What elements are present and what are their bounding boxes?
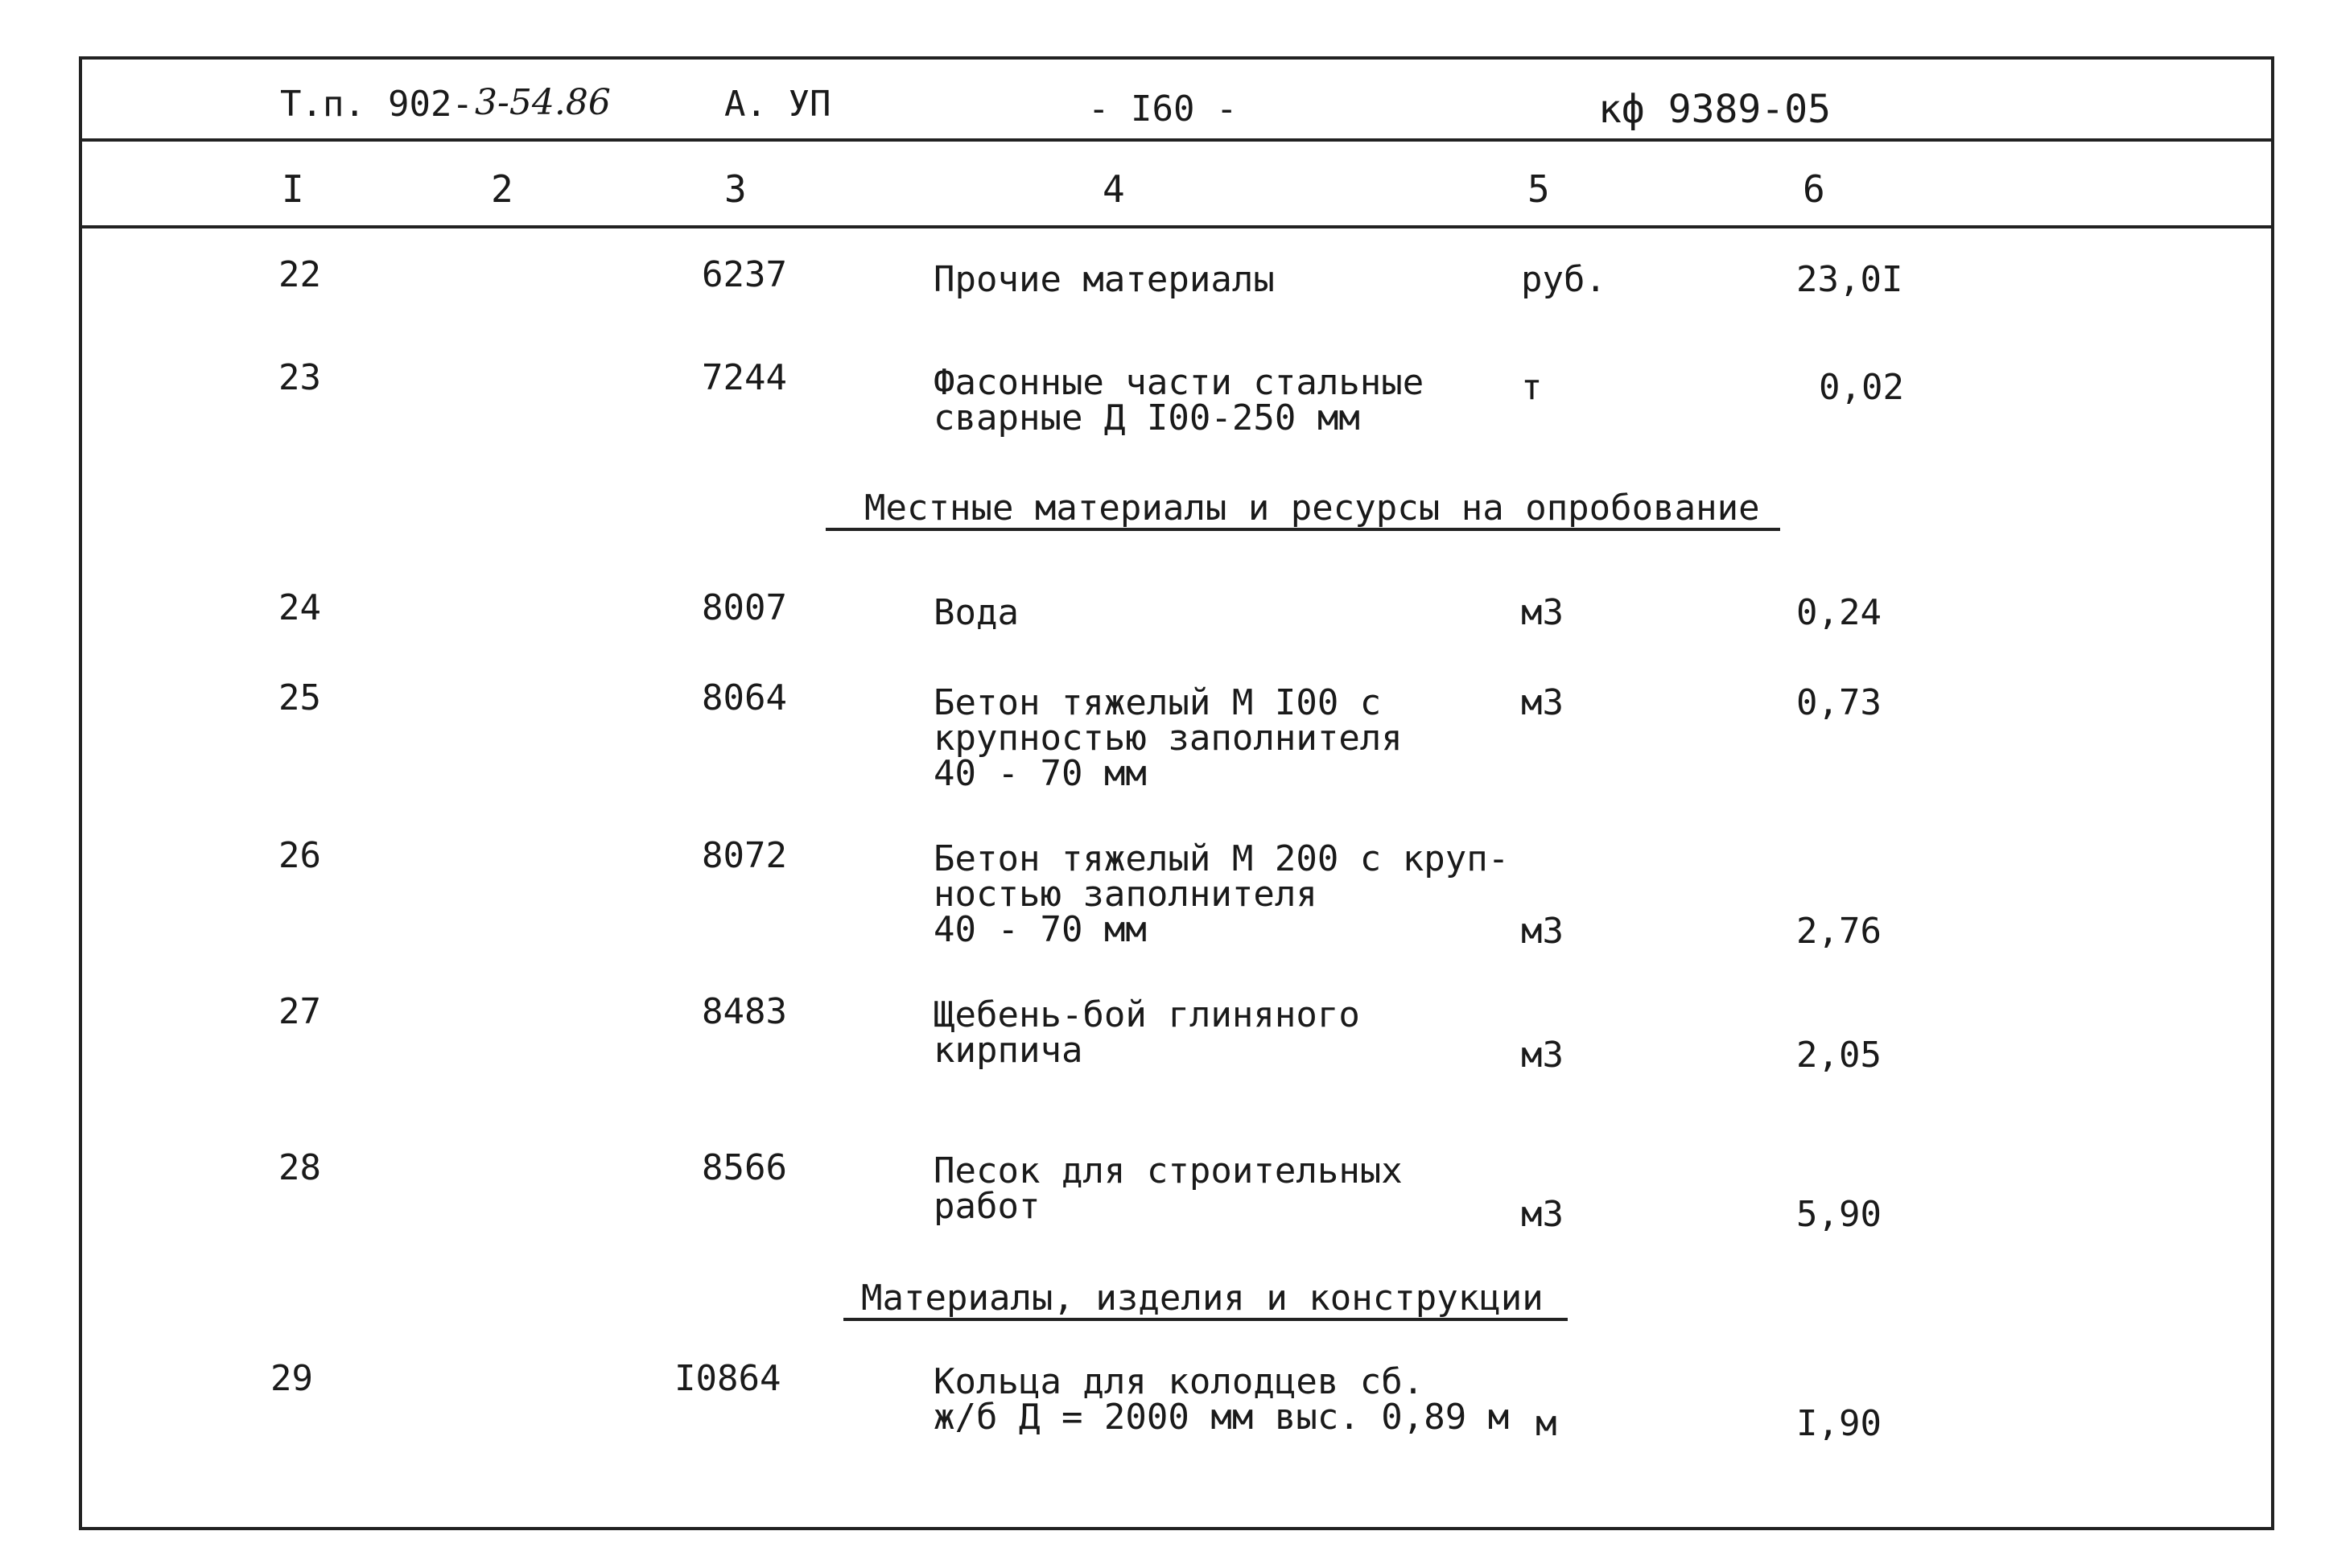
album-label: А. УП [724, 84, 831, 125]
row-29-qty: I,90 [1796, 1403, 1882, 1444]
row-29-name: Кольца для колодцев сб. ж/б Д = 2000 мм выс. 0,89 м [934, 1361, 1510, 1438]
row-28-code: 8566 [702, 1147, 787, 1188]
row-22-code: 6237 [702, 254, 787, 295]
row-25-unit: м3 [1521, 682, 1564, 723]
row-24-qty: 0,24 [1796, 592, 1882, 633]
row-26-name: Бетон тяжелый М 200 с круп- ностью заполнителя 40 - 70 мм [934, 838, 1510, 950]
row-26-qty: 2,76 [1796, 911, 1882, 952]
col-3-header: 3 [724, 167, 747, 211]
row-25-code: 8064 [702, 677, 787, 718]
row-23-name: Фасонные части стальные сварные Д I00-250 мм [934, 362, 1424, 438]
row-27-unit: м3 [1521, 1035, 1564, 1076]
section-title-local-materials: Местные материалы и ресурсы на опробование [864, 488, 1760, 529]
col-2-header: 2 [491, 167, 513, 211]
row-29-unit: м [1535, 1403, 1557, 1444]
row-27-qty: 2,05 [1796, 1035, 1882, 1076]
row-29-code: I0864 [674, 1358, 781, 1399]
row-27-code: 8483 [702, 991, 787, 1032]
section-title-materials: Материалы, изделия и конструкции [861, 1278, 1544, 1319]
row-25-qty: 0,73 [1796, 682, 1882, 723]
row-24-unit: м3 [1521, 592, 1564, 633]
section-underline-local-materials [826, 528, 1780, 531]
row-25-name: Бетон тяжелый М I00 с крупностью заполнителя 40 - 70 мм [934, 682, 1403, 794]
page-number: - I60 - [1088, 88, 1238, 130]
row-24-name: Вода [934, 592, 1019, 633]
col-5-header: 5 [1527, 167, 1550, 211]
row-29-number: 29 [270, 1358, 313, 1399]
col-6-header: 6 [1803, 167, 1825, 211]
section-underline-materials [843, 1318, 1568, 1321]
row-25-number: 25 [278, 677, 321, 718]
row-22-name: Прочие материалы [934, 259, 1275, 300]
tp-number-b: 3-54.86 [475, 82, 611, 123]
row-23-unit: т [1521, 367, 1543, 408]
tp-number-a: 902- [388, 84, 473, 125]
row-22-qty: 23,0I [1796, 259, 1903, 300]
document-code: кф 9389-05 [1598, 87, 1831, 132]
row-27-number: 27 [278, 991, 321, 1032]
row-23-code: 7244 [702, 357, 787, 398]
row-23-number: 23 [278, 357, 321, 398]
row-27-name: Щебень-бой глиняного кирпича [934, 994, 1360, 1071]
row-28-unit: м3 [1521, 1194, 1564, 1235]
row-26-number: 26 [278, 835, 321, 876]
row-28-number: 28 [278, 1147, 321, 1188]
row-26-unit: м3 [1521, 911, 1564, 952]
tp-label: Т.п. [280, 84, 365, 125]
row-28-name: Песок для строительных работ [934, 1150, 1403, 1227]
row-22-number: 22 [278, 254, 321, 295]
col-4-header: 4 [1103, 167, 1125, 211]
row-24-number: 24 [278, 587, 321, 628]
row-28-qty: 5,90 [1796, 1194, 1882, 1235]
column-header-divider [79, 225, 2274, 228]
row-26-code: 8072 [702, 835, 787, 876]
header-divider [79, 138, 2274, 142]
row-22-unit: руб. [1521, 259, 1606, 300]
row-23-qty: 0,02 [1819, 367, 1904, 408]
col-1-header: I [282, 167, 304, 211]
row-24-code: 8007 [702, 587, 787, 628]
